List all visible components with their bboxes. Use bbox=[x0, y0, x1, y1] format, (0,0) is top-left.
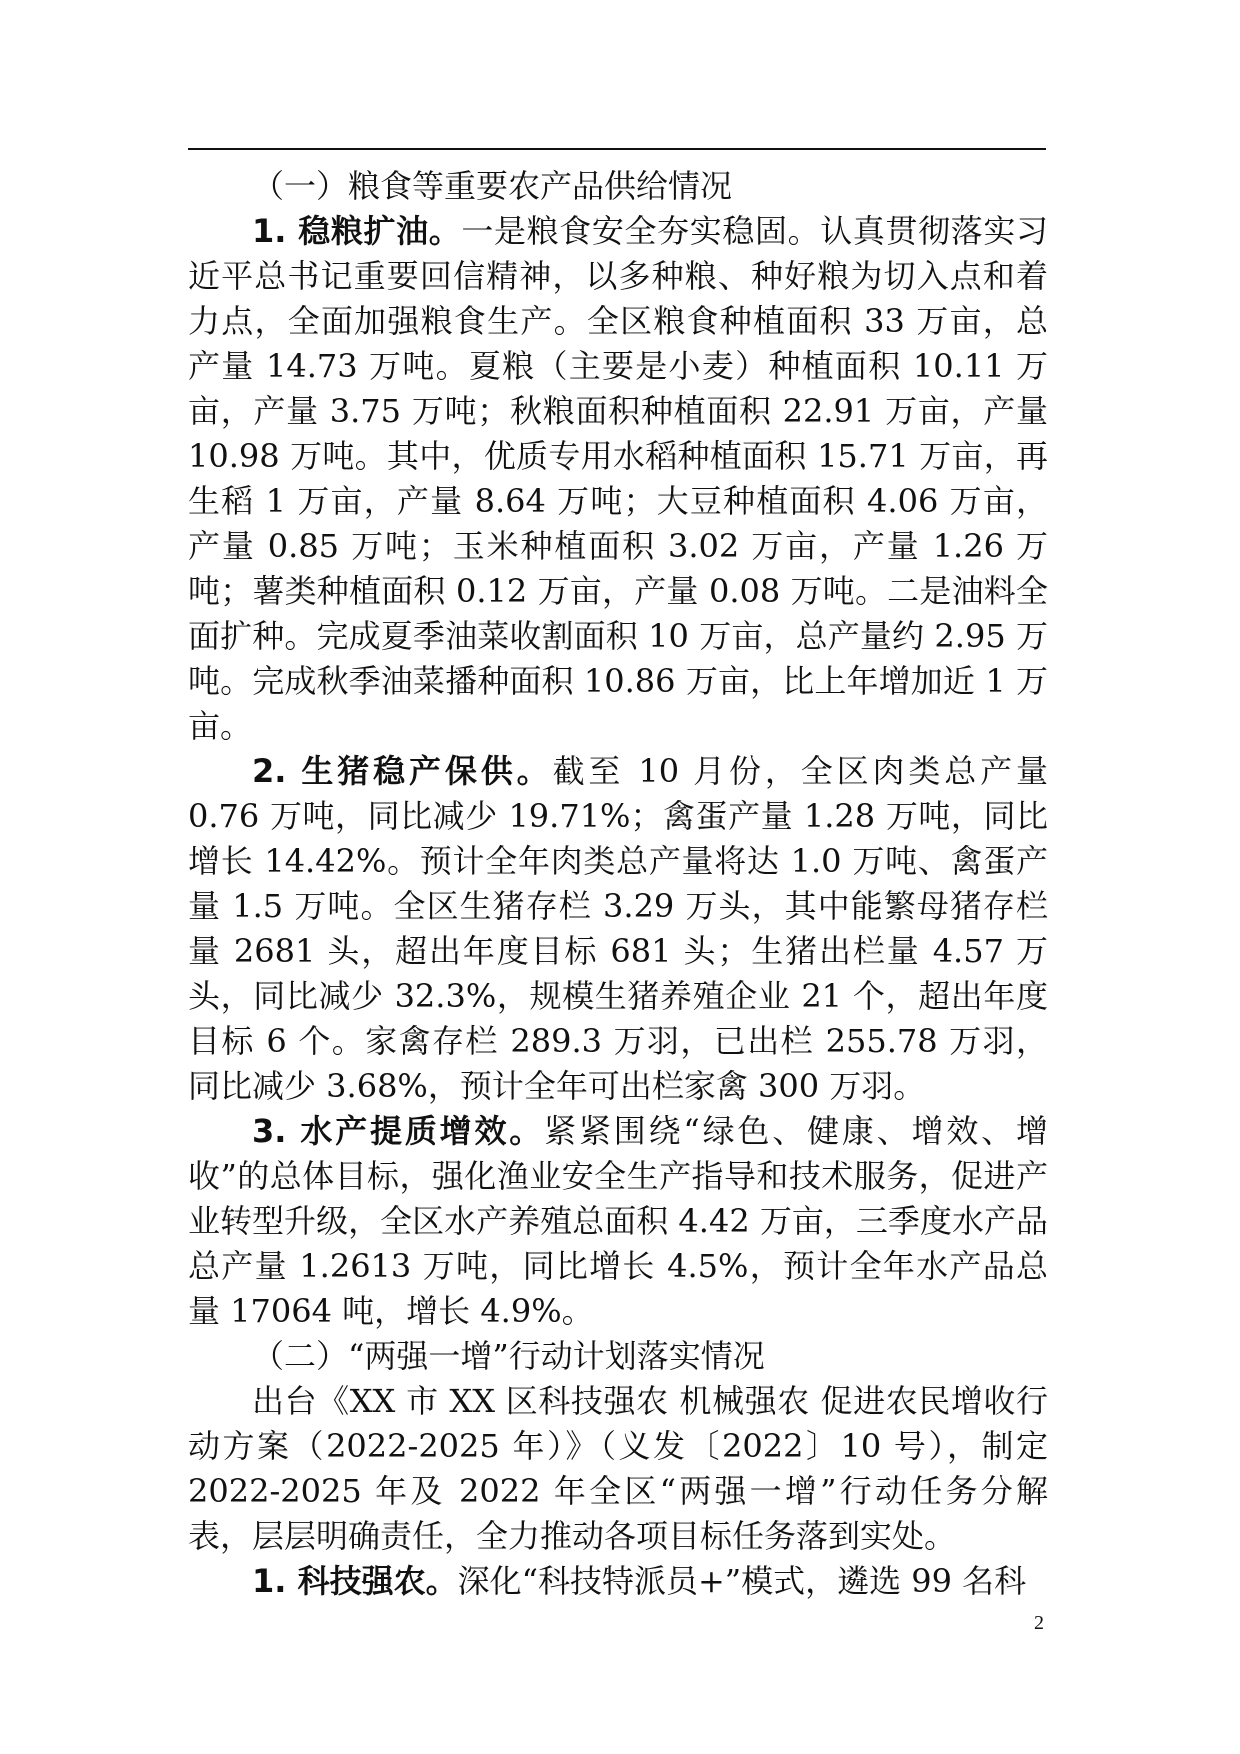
page-number: 2 bbox=[1034, 1612, 1044, 1634]
paragraph-tech-agriculture bbox=[188, 1559, 1048, 1604]
section-heading-1-text: （一）粮食等重要农产品供给情况 bbox=[252, 167, 733, 205]
paragraph-lead: 1. 科技强农。 bbox=[252, 1562, 458, 1600]
paragraph-lead: 2. 生猪稳产保供。 bbox=[252, 752, 553, 790]
paragraph-text: 紧紧围绕“绿色、健康、增效、增收”的总体目标，强化渔业安全生产指导和技术服务，促进产业转型升级，全区水产养殖总面积 4.42 万亩，三季度水产品总产量 1.2613 万吨，同比增长 4.5%，预计全年水产品总量 17064 吨，增长 4.9%。 bbox=[188, 1112, 1048, 1330]
paragraph-text: 深化“科技特派员+”模式，遴选 99 名科 bbox=[457, 1562, 1027, 1600]
paragraph-action-plan bbox=[188, 1379, 1048, 1559]
document-body bbox=[188, 164, 1048, 1604]
paragraph-pig-supply bbox=[188, 749, 1048, 1109]
paragraph-text: 一是粮食安全夯实稳固。认真贯彻落实习近平总书记重要回信精神，以多种粮、种好粮为切入点和着力点，全面加强粮食生产。全区粮食种植面积 33 万亩，总产量 14.73 万吨。夏粮（主要是小麦）种植面积 10.11 万亩，产量 3.75 万吨；秋粮面积种植面积 22.91 万亩，产量 10.98 万吨。其中，优质专用水稻种植面积 15.71 万亩，再生稻 1 万亩，产量 8.64 万吨；大豆种植面积 4.06 万亩，产量 0.85 万吨；玉米种植面积 3.02 万亩，产量 1.26 万吨；薯类种植面积 0.12 万亩，产量 0.08 万吨。二是油料全面扩种。完成夏季油菜收割面积 10 万亩，总产量约 2.95 万吨。完成秋季油菜播种面积 10.86 万亩，比上年增加近 1 万亩。 bbox=[188, 212, 1048, 745]
section-heading-2-text: （二）“两强一增”行动计划落实情况 bbox=[252, 1337, 765, 1375]
paragraph-aquatic bbox=[188, 1109, 1048, 1334]
paragraph-text: 出台《XX 市 XX 区科技强农 机械强农 促进农民增收行动方案（2022-2025 年）》（义发〔2022〕10 号），制定 2022-2025 年及 2022 年全区“两强一增”行动任务分解表，层层明确责任，全力推动各项目标任务落到实处。 bbox=[188, 1382, 1048, 1555]
section-heading-1 bbox=[188, 164, 1048, 209]
section-heading-2 bbox=[188, 1334, 1048, 1379]
paragraph-text: 截至 10 月份，全区肉类总产量 0.76 万吨，同比减少 19.71%；禽蛋产量 1.28 万吨，同比增长 14.42%。预计全年肉类总产量将达 1.0 万吨、禽蛋产量 1.5 万吨。全区生猪存栏 3.29 万头，其中能繁母猪存栏量 2681 头，超出年度目标 681 头；生猪出栏量 4.57 万头，同比减少 32.3%，规模生猪养殖企业 21 个，超出年度目标 6 个。家禽存栏 289.3 万羽，已出栏 255.78 万羽，同比减少 3.68%，预计全年可出栏家禽 300 万羽。 bbox=[188, 752, 1048, 1105]
header-rule bbox=[188, 148, 1046, 150]
paragraph-grain-oil bbox=[188, 209, 1048, 749]
paragraph-lead: 1. 稳粮扩油。 bbox=[252, 212, 462, 250]
paragraph-lead: 3. 水产提质增效。 bbox=[252, 1112, 545, 1150]
